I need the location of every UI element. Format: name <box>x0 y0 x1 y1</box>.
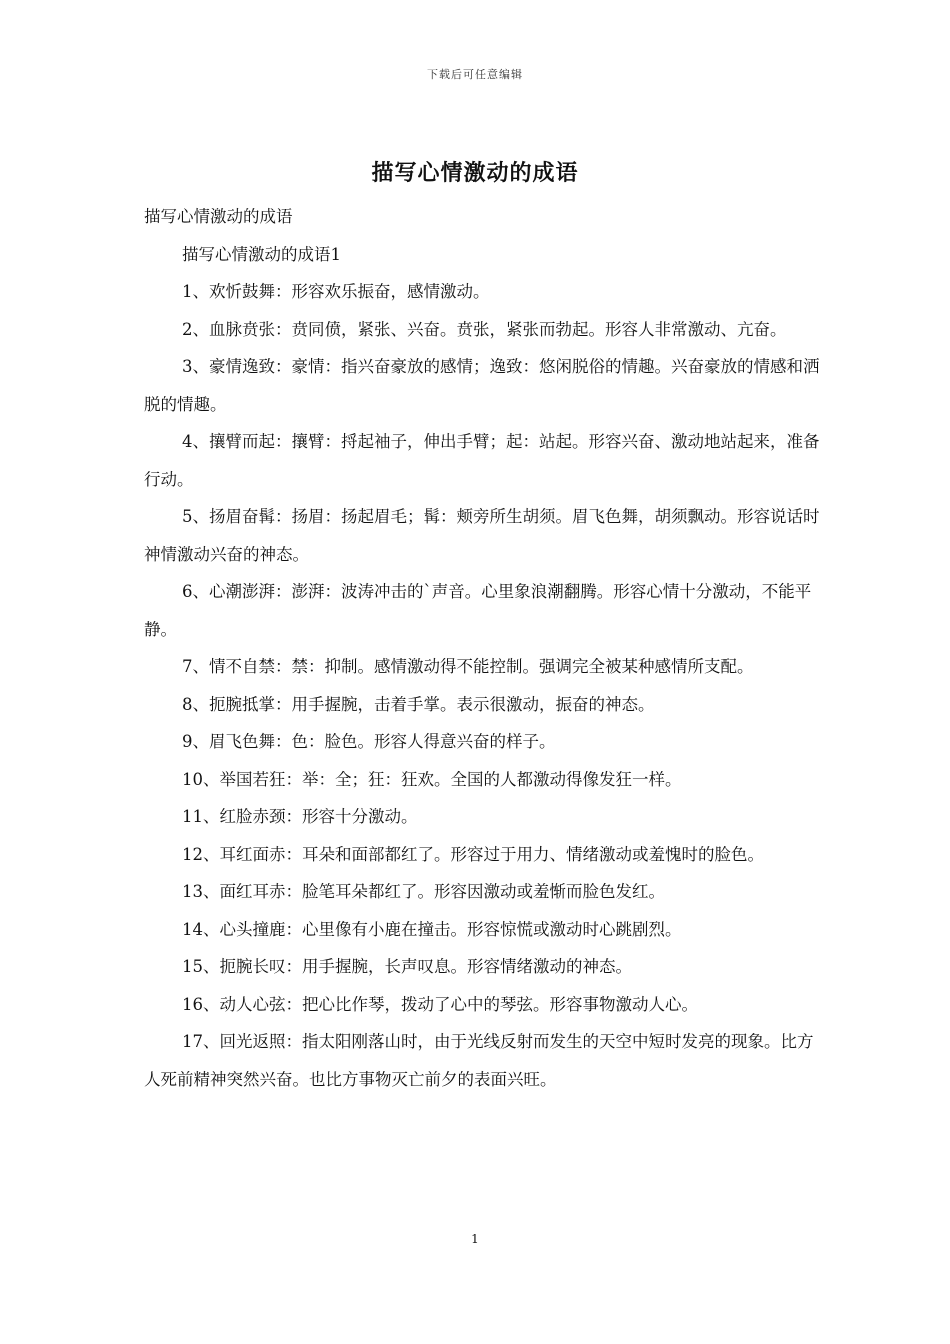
document-body <box>144 198 820 1098</box>
header-note: 下载后可任意编辑 <box>427 68 523 81</box>
idiom-item: 8、扼腕抵掌：用手握腕，击着手掌。表示很激动，振奋的神态。 <box>182 694 655 714</box>
page-number: 1 <box>471 1232 479 1246</box>
idiom-item: 10、举国若狂：举：全；狂：狂欢。全国的人都激动得像发狂一样。 <box>182 769 682 789</box>
idiom-item: 13、面红耳赤：脸笔耳朵都红了。形容因激动或羞惭而脸色发红。 <box>182 882 665 901</box>
idiom-item: 2、血脉贲张：贲同偾，紧张、兴奋。贲张，紧张而勃起。形容人非常激动、亢奋。 <box>182 319 787 339</box>
idiom-item: 3、豪情逸致：豪情：指兴奋豪放的感情；逸致：悠闲脱俗的情趣。兴奋豪放的情感和洒脱的情趣。 <box>144 357 820 414</box>
idiom-item: 4、攘臂而起：攘臂：捋起袖子，伸出手臂；起：站起。形容兴奋、激动地站起来，准备行动。 <box>144 432 820 489</box>
idiom-item: 16、动人心弦：把心比作琴，拨动了心中的琴弦。形容事物激动人心。 <box>182 994 698 1014</box>
idiom-item: 5、扬眉奋髯：扬眉：扬起眉毛；髯：颊旁所生胡须。眉飞色舞，胡须飘动。形容说话时神情激动兴奋的神态。 <box>144 507 820 564</box>
idiom-item: 11、红脸赤颈：形容十分激动。 <box>182 807 418 826</box>
idiom-item: 14、心头撞鹿：心里像有小鹿在撞击。形容惊慌或激动时心跳剧烈。 <box>182 919 682 939</box>
document-title: 描写心情激动的成语 <box>371 160 579 186</box>
idiom-item: 17、回光返照：指太阳刚落山时，由于光线反射而发生的天空中短时发亮的现象。比方人死前精神突然兴奋。也比方事物灭亡前夕的表面兴旺。 <box>144 1032 814 1089</box>
idiom-item: 12、耳红面赤：耳朵和面部都红了。形容过于用力、情绪激动或羞愧时的脸色。 <box>182 844 764 864</box>
idiom-item: 15、扼腕长叹：用手握腕，长声叹息。形容情绪激动的神态。 <box>182 957 632 976</box>
idiom-item: 1、欢忻鼓舞：形容欢乐振奋，感情激动。 <box>182 282 490 301</box>
section-heading: 描写心情激动的成语1 <box>182 244 341 264</box>
idiom-item: 9、眉飞色舞：色：脸色。形容人得意兴奋的样子。 <box>182 732 556 751</box>
subtitle: 描写心情激动的成语 <box>144 207 293 226</box>
idiom-item: 7、情不自禁：禁：抑制。感情激动得不能控制。强调完全被某种感情所支配。 <box>182 657 754 676</box>
idiom-item: 6、心潮澎湃：澎湃：波涛冲击的`声音。心里象浪潮翻腾。形容心情十分激动，不能平静。 <box>144 582 812 639</box>
